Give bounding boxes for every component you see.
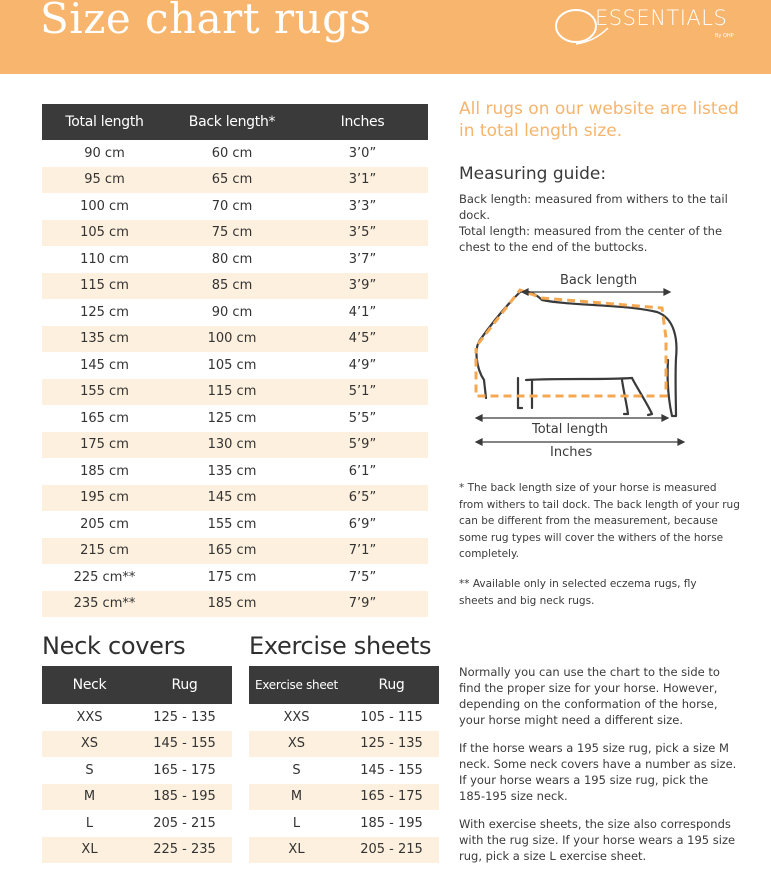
table-row <box>42 167 428 194</box>
table-cell: 165 cm <box>80 410 129 426</box>
header-inches: Inches <box>297 104 428 140</box>
table-row <box>42 273 428 300</box>
table-cell: 3’7” <box>348 251 377 267</box>
table-cell: XXS <box>76 709 103 725</box>
table-row <box>249 810 439 837</box>
table-header-row <box>249 666 439 704</box>
table-cell: 6’9” <box>348 516 377 532</box>
table-cell: 145 - 155 <box>137 731 232 758</box>
table-cell: 125 cm <box>207 410 257 426</box>
table-cell: 3’9” <box>297 273 428 300</box>
measuring-guide-title: Measuring guide: <box>459 164 607 184</box>
table-row <box>249 704 439 731</box>
table-row <box>42 837 232 864</box>
table-cell: 125 cm <box>80 304 129 320</box>
table-cell: 135 cm <box>207 463 257 479</box>
table-cell: 75 cm <box>167 220 297 247</box>
table-cell: 5’9” <box>297 432 428 459</box>
table-cell: M <box>42 784 137 811</box>
table-cell: 185 - 195 <box>360 815 423 831</box>
table-cell: 185 cm <box>80 463 129 479</box>
table-cell: 90 cm <box>84 145 125 161</box>
table-cell: 115 cm <box>167 379 297 406</box>
table-cell: 155 cm <box>207 516 257 532</box>
table-row <box>249 731 439 758</box>
table-row <box>42 538 428 565</box>
table-cell: L <box>85 815 94 831</box>
table-cell: 105 cm <box>207 357 257 373</box>
table-row <box>42 757 232 784</box>
table-row <box>42 326 428 353</box>
table-cell: 145 - 155 <box>360 762 423 778</box>
table-cell: 205 cm <box>80 516 129 532</box>
table-header-row <box>42 104 428 140</box>
table-cell: 215 cm <box>42 538 167 565</box>
table-cell: 145 cm <box>80 357 129 373</box>
table-row <box>249 784 439 811</box>
table-cell: 5’1” <box>297 379 428 406</box>
table-row <box>42 193 428 220</box>
table-cell: 6’5” <box>297 485 428 512</box>
header-rug: Rug <box>137 666 232 704</box>
total-length-desc: Total length: measured from the center of the chest to the end of the buttocks. <box>459 224 723 254</box>
table-cell: 4’5” <box>297 326 428 353</box>
logo-text: ESSENTIALS <box>595 6 728 30</box>
table-row <box>42 731 232 758</box>
table-cell: 130 cm <box>167 432 297 459</box>
table-cell: XS <box>249 731 344 758</box>
footnote-eczema: ** Available only in selected eczema rugs, fly sheets and big neck rugs. <box>459 578 697 607</box>
table-row <box>42 299 428 326</box>
back-length-label: Back length <box>560 273 638 288</box>
header-banner <box>0 0 771 74</box>
exercise-sheets-title: Exercise sheets <box>249 632 432 660</box>
table-cell: 3’5” <box>297 220 428 247</box>
table-cell: XXS <box>283 709 310 725</box>
brand-logo <box>550 4 750 48</box>
paragraph-exercise: With exercise sheets, the size also corresponds with the rug size. If your horse wears a 195 size rug, pick a size L exercise sheet. <box>459 817 736 863</box>
table-header-row <box>42 666 232 704</box>
table-cell: 155 cm <box>42 379 167 406</box>
table-cell: 105 cm <box>42 220 167 247</box>
header-back-length: Back length* <box>167 104 297 140</box>
total-length-label: Total length <box>532 422 608 437</box>
table-row <box>42 352 428 379</box>
neck-covers-title: Neck covers <box>42 632 186 660</box>
table-cell: 175 cm <box>42 432 167 459</box>
table-cell: 7’9” <box>297 591 428 618</box>
horse-measuring-diagram <box>462 268 702 468</box>
table-row <box>42 564 428 591</box>
table-cell: 7’5” <box>348 569 377 585</box>
table-row <box>42 784 232 811</box>
table-cell: 4’9” <box>348 357 377 373</box>
table-cell: 95 cm <box>42 167 167 194</box>
table-row <box>42 704 232 731</box>
table-cell: 105 - 115 <box>360 709 423 725</box>
table-cell: 165 - 175 <box>344 784 439 811</box>
table-cell: 145 cm <box>167 485 297 512</box>
table-cell: 85 cm <box>167 273 297 300</box>
table-cell: XL <box>249 837 344 864</box>
table-cell: 65 cm <box>167 167 297 194</box>
table-cell: 135 cm <box>42 326 167 353</box>
table-cell: 165 - 175 <box>153 762 216 778</box>
table-row <box>42 511 428 538</box>
table-cell: 125 - 135 <box>153 709 216 725</box>
table-row <box>42 432 428 459</box>
table-cell: XL <box>42 837 137 864</box>
table-row <box>42 458 428 485</box>
table-cell: L <box>292 815 301 831</box>
table-cell: 225 - 235 <box>137 837 232 864</box>
table-cell: 60 cm <box>211 145 253 161</box>
page-title: Size chart rugs <box>40 0 372 43</box>
table-cell: 115 cm <box>42 273 167 300</box>
header-neck: Neck <box>42 666 137 704</box>
size-table <box>42 104 428 617</box>
table-cell: 175 cm <box>207 569 257 585</box>
table-row <box>42 405 428 432</box>
table-cell: 165 cm <box>167 538 297 565</box>
table-cell: 185 - 195 <box>137 784 232 811</box>
table-cell: 3’1” <box>297 167 428 194</box>
back-length-arrow <box>522 289 670 295</box>
table-cell: 225 cm** <box>73 569 136 585</box>
footnote-back-length: * The back length size of your horse is measured from withers to tail dock. The back length of your rug can be different from the measurement, because some rug types will cover the withers of the horse completely. <box>459 482 740 560</box>
table-cell: 100 cm <box>80 198 129 214</box>
table-row <box>42 591 428 618</box>
inches-label: Inches <box>550 445 593 460</box>
table-row <box>42 810 232 837</box>
header-exercise-sheet: Exercise sheet <box>249 666 344 704</box>
table-cell: 80 cm <box>211 251 253 267</box>
table-cell: 205 - 215 <box>344 837 439 864</box>
table-cell: 3’3” <box>348 198 377 214</box>
table-cell: 90 cm <box>211 304 253 320</box>
table-cell: 185 cm <box>167 591 297 618</box>
table-cell: 110 cm <box>80 251 129 267</box>
table-cell: 4’1” <box>348 304 377 320</box>
table-cell: 205 - 215 <box>153 815 216 831</box>
table-row <box>42 220 428 247</box>
table-cell: 5’5” <box>348 410 377 426</box>
table-cell: 195 cm <box>42 485 167 512</box>
exercise-sheets-table <box>249 666 439 863</box>
table-cell: 100 cm <box>167 326 297 353</box>
table-row <box>42 140 428 167</box>
info-headline: All rugs on our website are listed in total length size. <box>459 99 739 141</box>
table-cell: 3’0” <box>348 145 377 161</box>
table-cell: S <box>292 762 301 778</box>
paragraph-normal-use: Normally you can use the chart to the side to find the proper size for your horse. However, depending on the conformation of the horse, your horse might need a different size. <box>459 665 720 727</box>
table-cell: 70 cm <box>211 198 253 214</box>
table-cell: 235 cm** <box>42 591 167 618</box>
table-row <box>249 837 439 864</box>
table-row <box>42 485 428 512</box>
table-cell: 6’1” <box>348 463 377 479</box>
table-cell: M <box>249 784 344 811</box>
table-cell: XS <box>42 731 137 758</box>
paragraph-neck: If the horse wears a 195 size rug, pick a size M neck. Some neck covers have a number as size. If your horse wears a 195 size rug, pick the 185-195 size neck. <box>459 741 737 803</box>
table-cell: S <box>85 762 94 778</box>
neck-covers-table <box>42 666 232 863</box>
table-row <box>249 757 439 784</box>
back-length-desc: Back length: measured from withers to the tail dock. <box>459 192 728 222</box>
table-row <box>42 246 428 273</box>
header-rug: Rug <box>344 666 439 704</box>
table-cell: 125 - 135 <box>344 731 439 758</box>
logo-by: By QHP <box>715 33 734 39</box>
table-cell: 7’1” <box>297 538 428 565</box>
header-total-length: Total length <box>42 104 167 140</box>
table-row <box>42 379 428 406</box>
